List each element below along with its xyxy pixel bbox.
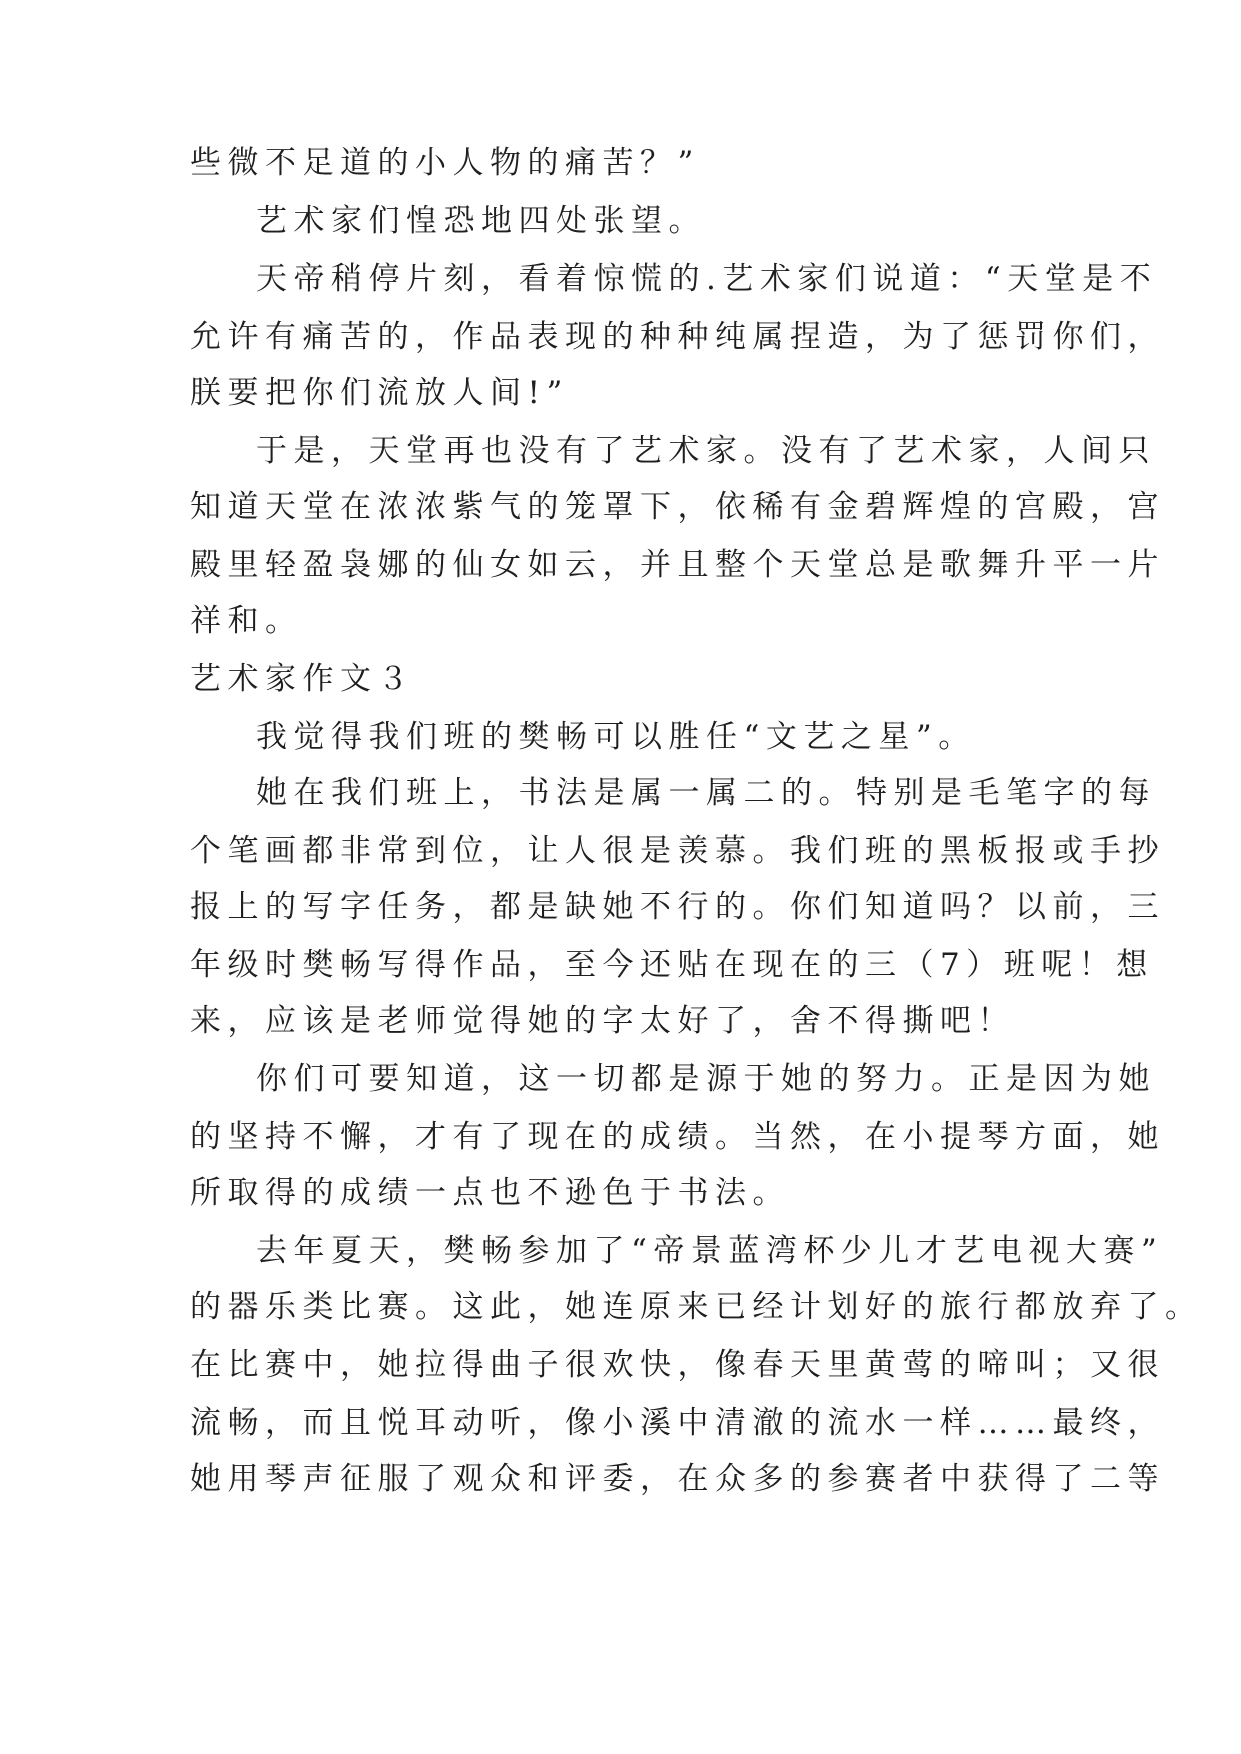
text-line: 殿里轻盈袅娜的仙女如云，并且整个天堂总是歌舞升平一片 — [190, 547, 1165, 583]
text-line: 在比赛中，她拉得曲子很欢快，像春天里黄莺的啼叫；又很 — [190, 1347, 1165, 1383]
text-line: 报上的写字任务，都是缺她不行的。你们知道吗？以前，三 — [190, 889, 1165, 925]
text-line: 知道天堂在浓浓紫气的笼罩下，依稀有金碧辉煌的宫殿，宫 — [190, 489, 1165, 525]
text-line: 她用琴声征服了观众和评委，在众多的参赛者中获得了二等 — [190, 1461, 1165, 1497]
text-line: 的器乐类比赛。这此，她连原来已经计划好的旅行都放弃了。 — [190, 1289, 1203, 1325]
text-line: 去年夏天，樊畅参加了“帝景蓝湾杯少儿才艺电视大赛” — [256, 1233, 1164, 1269]
text-line: 流畅，而且悦耳动听，像小溪中清澈的流水一样……最终， — [190, 1405, 1165, 1441]
text-line: 些微不足道的小人物的痛苦？” — [190, 145, 700, 181]
text-line: 来，应该是老师觉得她的字太好了，舍不得撕吧！ — [190, 1003, 1015, 1039]
text-line: 年级时樊畅写得作品，至今还贴在现在的三（7）班呢！想 — [190, 947, 1154, 983]
text-line: 天帝稍停片刻，看着惊慌的.艺术家们说道：“天堂是不 — [256, 261, 1158, 297]
text-line: 允许有痛苦的，作品表现的种种纯属捏造，为了惩罚你们， — [190, 319, 1165, 355]
text-line: 所取得的成绩一点也不逊色于书法。 — [190, 1175, 790, 1211]
text-line: 艺术家们惶恐地四处张望。 — [256, 203, 706, 239]
text-line: 祥和。 — [190, 603, 303, 639]
text-line: 你们可要知道，这一切都是源于她的努力。正是因为她 — [256, 1061, 1156, 1097]
text-line: 朕要把你们流放人间!” — [190, 375, 569, 411]
text-line: 的坚持不懈，才有了现在的成绩。当然，在小提琴方面，她 — [190, 1119, 1165, 1155]
section-heading: 艺术家作文３ — [190, 661, 415, 697]
text-line: 我觉得我们班的樊畅可以胜任“文艺之星”。 — [256, 719, 976, 755]
text-line: 个笔画都非常到位，让人很是羡慕。我们班的黑板报或手抄 — [190, 833, 1165, 869]
text-line: 于是，天堂再也没有了艺术家。没有了艺术家，人间只 — [256, 433, 1156, 469]
text-line: 她在我们班上，书法是属一属二的。特别是毛笔字的每 — [256, 775, 1156, 811]
